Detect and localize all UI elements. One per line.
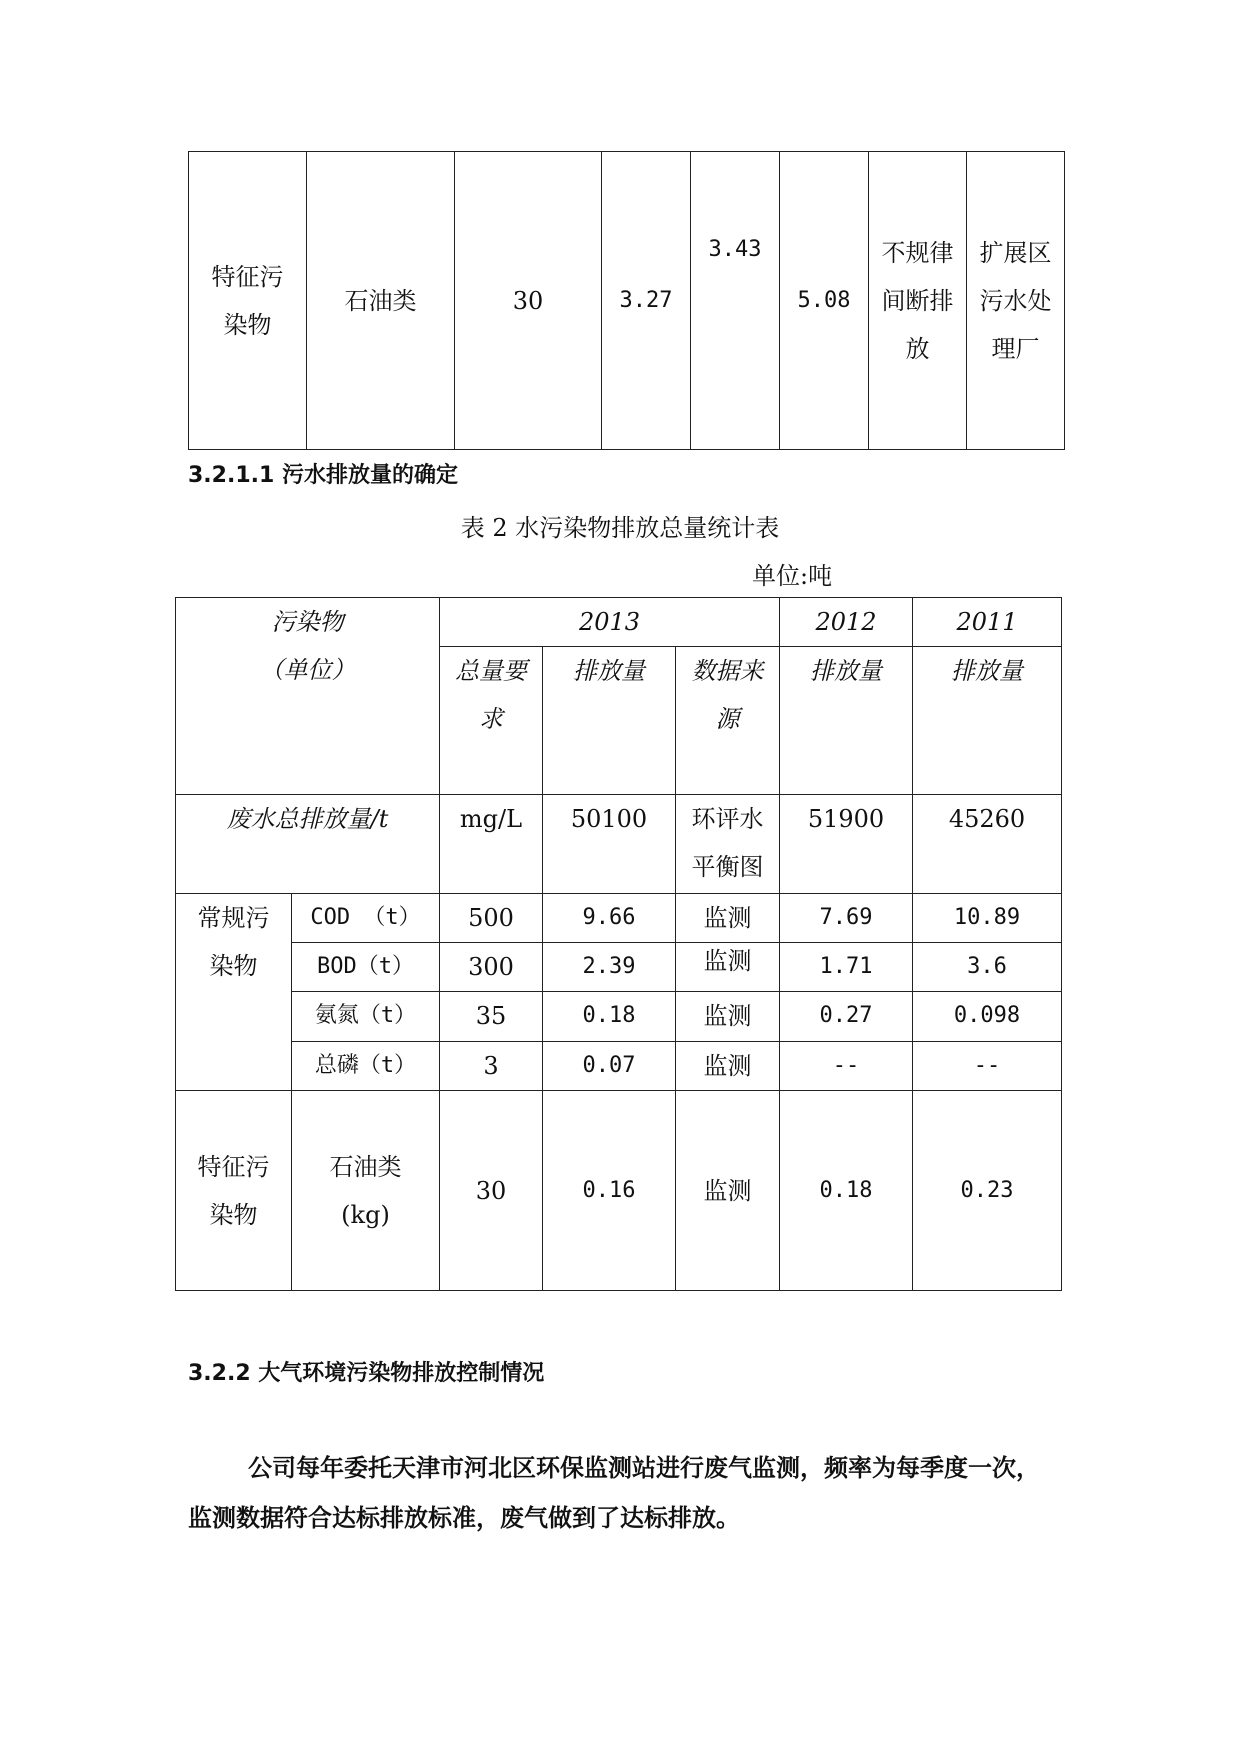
- wastewater-2011: 45260: [913, 795, 1062, 894]
- row-req: 300: [440, 943, 543, 992]
- table-row: [176, 1091, 1062, 1291]
- row-2013: 2.39: [543, 943, 676, 992]
- table-row: [176, 943, 1062, 992]
- header-emission-2012: 排放量: [780, 647, 913, 795]
- top-table: [188, 151, 1065, 450]
- top-v3: 5.08: [780, 152, 869, 450]
- header-pollutant-unit: 污染物 （单位）: [176, 598, 440, 795]
- special-source: 监测: [676, 1091, 780, 1291]
- special-group: 特征污染物: [176, 1091, 292, 1291]
- regular-group: 常规污染物: [176, 894, 292, 1091]
- heading-3-2-2: 3.2.2 大气环境污染物排放控制情况: [188, 1361, 545, 1386]
- row-2012: 1.71: [780, 943, 913, 992]
- table2: [175, 597, 1062, 1291]
- row-req: 500: [440, 894, 543, 943]
- header-2012: 2012: [780, 598, 913, 647]
- header-2011: 2011: [913, 598, 1062, 647]
- special-2012: 0.18: [780, 1091, 913, 1291]
- row-2013: 0.18: [543, 992, 676, 1042]
- wastewater-2012: 51900: [780, 795, 913, 894]
- header-source: 数据来源: [676, 647, 780, 795]
- row-2011: --: [913, 1042, 1062, 1091]
- row-2011: 0.098: [913, 992, 1062, 1042]
- top-pollutant: 石油类: [307, 152, 455, 450]
- wastewater-source: 环评水平衡图: [676, 795, 780, 894]
- row-name: 氨氮（t）: [292, 992, 440, 1042]
- row-name: COD （t）: [292, 894, 440, 943]
- top-discharge-mode: 不规律间断排放: [869, 152, 967, 450]
- special-req: 30: [440, 1091, 543, 1291]
- top-standard: 30: [455, 152, 602, 450]
- paragraph: 公司每年委托天津市河北区环保监测站进行废气监测，频率为每季度一次，监测数据符合达标排放标准，废气做到了达标排放。: [188, 1454, 1040, 1532]
- table-row: [176, 992, 1062, 1042]
- row-2012: 0.27: [780, 992, 913, 1042]
- row-name: 总磷（t）: [292, 1042, 440, 1091]
- header-2013: 2013: [440, 598, 780, 647]
- row-req: 35: [440, 992, 543, 1042]
- row-source: 监测: [676, 894, 780, 943]
- row-source: 监测: [676, 943, 780, 992]
- header-emission-2013: 排放量: [543, 647, 676, 795]
- table2-caption: 表 2 水污染物排放总量统计表: [460, 514, 780, 542]
- special-2011: 0.23: [913, 1091, 1062, 1291]
- wastewater-req: mg/L: [440, 795, 543, 894]
- top-category: 特征污染物: [189, 152, 307, 450]
- row-name: BOD（t）: [292, 943, 440, 992]
- row-2013: 9.66: [543, 894, 676, 943]
- top-destination: 扩展区污水处理厂: [967, 152, 1065, 450]
- heading-3-2-1-1: 3.2.1.1 污水排放量的确定: [188, 463, 458, 488]
- table-row: [176, 1042, 1062, 1091]
- row-2011: 10.89: [913, 894, 1062, 943]
- special-name: 石油类(kg): [292, 1091, 440, 1291]
- special-2013: 0.16: [543, 1091, 676, 1291]
- table2-unit: 单位:吨: [752, 562, 833, 590]
- row-2013: 0.07: [543, 1042, 676, 1091]
- row-2012: --: [780, 1042, 913, 1091]
- wastewater-2013: 50100: [543, 795, 676, 894]
- row-req: 3: [440, 1042, 543, 1091]
- row-source: 监测: [676, 1042, 780, 1091]
- row-source: 监测: [676, 992, 780, 1042]
- top-v1: 3.27: [602, 152, 691, 450]
- row-2011: 3.6: [913, 943, 1062, 992]
- header-emission-2011: 排放量: [913, 647, 1062, 795]
- row-2012: 7.69: [780, 894, 913, 943]
- header-total-req: 总量要求: [440, 647, 543, 795]
- top-v2: 3.43: [691, 152, 780, 450]
- table-row: [176, 894, 1062, 943]
- wastewater-label: 废水总排放量/t: [176, 795, 440, 894]
